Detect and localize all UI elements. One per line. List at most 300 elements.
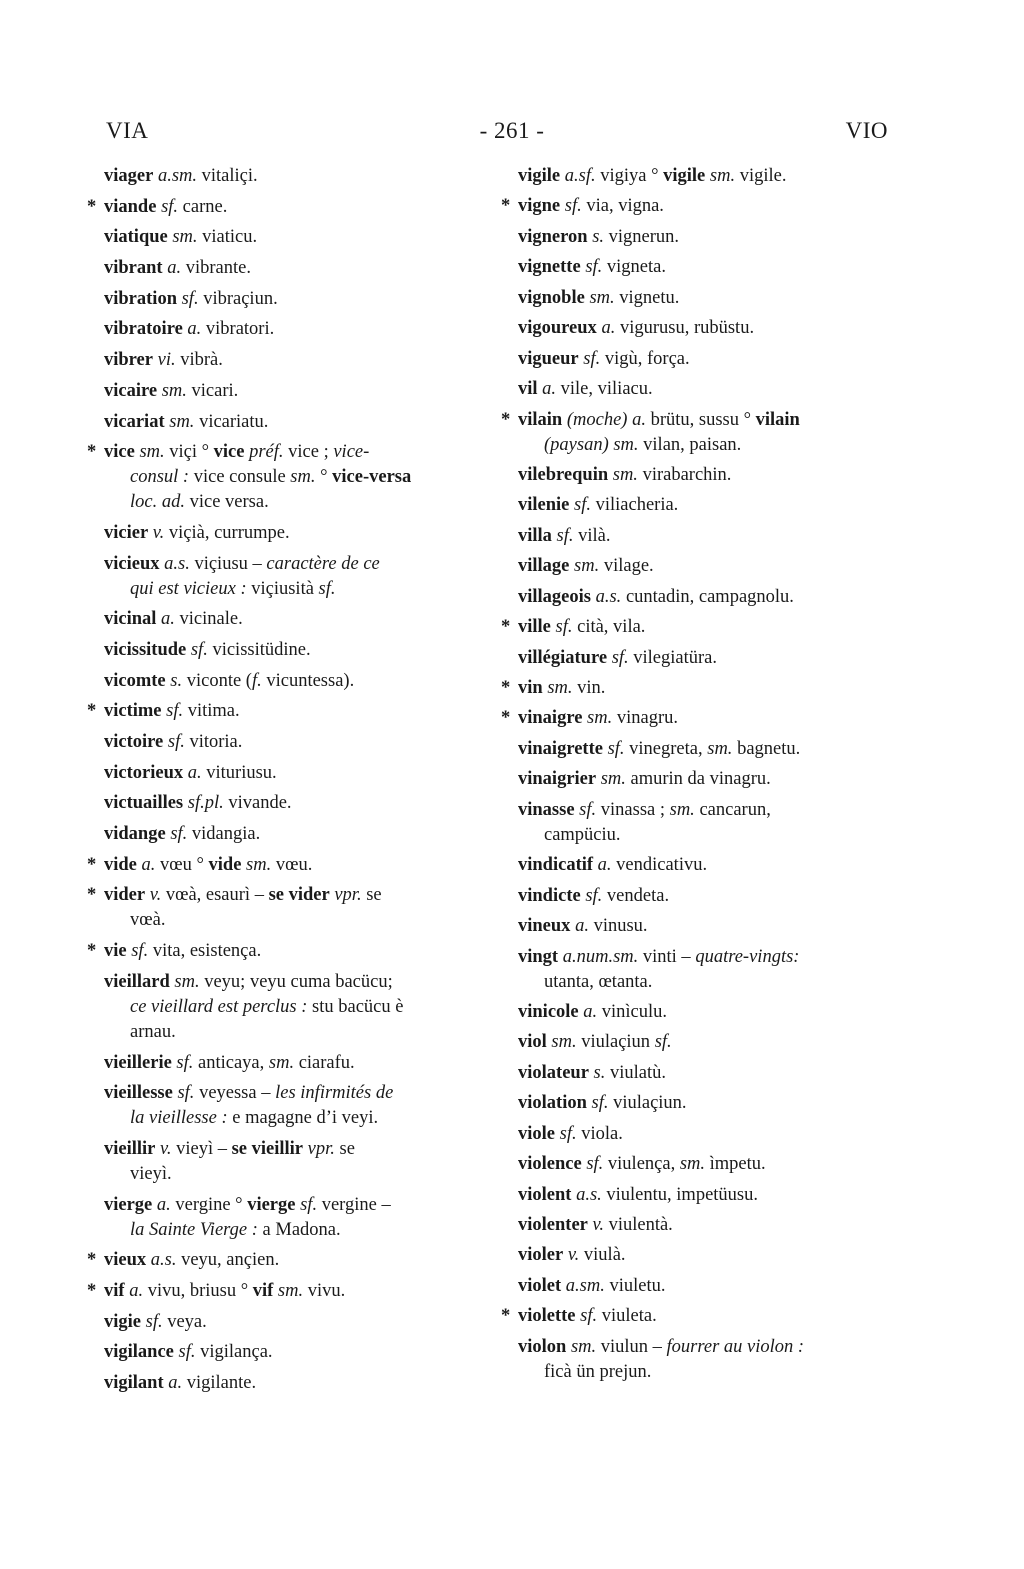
grammar-label: sf. [176,1052,194,1073]
dictionary-entry [518,225,892,250]
headword: vinicole [518,1001,579,1022]
grammar-label: a. [168,1373,183,1393]
definition-text: carne. [178,196,228,217]
definition-text: bagnetu. [732,738,801,759]
definition-text: viconte ( [182,670,252,691]
dictionary-entry [104,348,478,373]
entry-first-line [518,524,892,549]
definition-text: vinusu. [588,916,648,937]
grammar-label: sm. [669,799,695,820]
definition-text: vigile. [735,166,787,186]
dictionary-entry [104,607,478,632]
dictionary-entry [518,767,892,792]
headword: vingt [518,946,559,967]
grammar-label: a.s. [150,1250,177,1271]
dictionary-entry [104,1081,478,1131]
headword: vie [104,941,127,962]
entry-first-line [518,255,892,280]
definition-text: veyessa – [194,1083,276,1104]
definition-text: se [361,885,382,906]
grammar-label: v. [149,885,162,906]
dictionary-entry [518,286,892,311]
grammar-label: quatre-vingts: [695,946,800,967]
dictionary-entry [518,554,892,579]
definition-text: vicinale. [174,609,243,630]
dictionary-entry [104,1371,478,1396]
entry-first-line [104,348,478,373]
entry-first-line [104,225,478,250]
entry-first-line [518,1030,892,1055]
grammar-label: sm. [600,769,626,790]
definition-text: vice ; [283,442,334,463]
left-column [87,164,478,1402]
definition-text: vœà, esaurì – [161,885,269,906]
definition-text: vigù, força. [600,348,690,369]
definition-text: vicari. [186,380,239,401]
entry-first-line [104,552,478,577]
entry-first-line [104,1137,478,1162]
entry-first-line [518,706,892,731]
definition-text: vivu, briusu ° [143,1280,253,1301]
dictionary-entry [104,822,478,847]
grammar-label: a.s. [164,553,190,574]
entry-first-line [518,1213,892,1238]
grammar-label: vpr. [334,885,362,906]
headword: victorieux [104,762,184,783]
dictionary-entry [518,945,892,995]
dictionary-entry [87,195,478,220]
definition-text: vitima. [183,701,240,722]
headword: victime [104,701,162,722]
definition-text: vinagru. [612,708,678,729]
dictionary-entry [518,1335,892,1385]
grammar-label: sm. [547,678,573,698]
definition-text: vibrà. [175,350,223,371]
dictionary-entry [104,761,478,786]
grammar-label: a. [542,379,557,400]
grammar-label: a. [597,855,612,876]
dictionary-entry [518,1000,892,1025]
grammar-label: a.sf. [564,166,596,186]
grammar-label: sm. [161,380,187,401]
entry-first-line [104,1193,478,1218]
entry-first-line [518,798,892,823]
grammar-label: sf. [167,732,185,752]
asterisk-marker: * [87,941,97,962]
definition-text: vitaliçi. [197,166,258,186]
asterisk-marker: * [87,442,97,463]
headword: viande [104,196,157,217]
asterisk-marker: * [87,1250,97,1271]
definition-text: vilegiatüra. [628,647,718,668]
asterisk-marker: * [501,409,511,430]
grammar-label: a. [601,318,616,339]
definition-text: vita, esistença. [148,941,262,962]
asterisk-marker: * [501,708,511,729]
entry-first-line [518,767,892,792]
dictionary-entry [87,440,478,515]
entry-first-line [104,440,478,465]
entry-first-line [104,379,478,404]
headword: vigile [663,166,706,186]
entry-first-line [518,1304,892,1329]
definition-text: vergine – [317,1194,391,1215]
grammar-label: sf. [166,701,184,722]
entry-continuation-line [104,995,478,1020]
grammar-label: sm. [174,971,200,992]
grammar-label: s. [593,1062,606,1083]
grammar-label: v. [592,1215,604,1235]
grammar-label: s. [170,670,183,691]
dictionary-entry [518,1122,892,1147]
headword: vider [104,885,146,906]
definition-text: viulun – [596,1336,667,1357]
definition-text: vituriusu. [201,762,277,783]
headword: vierge [247,1194,296,1215]
entry-first-line [104,287,478,312]
grammar-label: la vieillesse : [130,1108,228,1129]
definition-text: vendeta. [602,885,670,906]
grammar-label: a. [575,916,589,937]
headword: vignoble [518,287,585,308]
definition-text: ficà ün prejun. [544,1361,652,1382]
entry-first-line [518,493,892,518]
headword: villageois [518,586,591,607]
grammar-label: préf. [249,442,284,463]
definition-text: vivande. [223,793,292,814]
dictionary-entry [501,706,892,731]
definition-text: e magagne d’i veyi. [227,1108,379,1129]
definition-text: vinassa ; [596,799,670,820]
grammar-label: sf. [131,941,149,962]
dictionary-entry [518,316,892,341]
grammar-label: v. [160,1138,172,1159]
grammar-label: loc. ad. [130,492,185,513]
entry-first-line [518,164,892,189]
headword: victuailles [104,793,184,814]
headword: vicissitude [104,639,187,660]
grammar-label: f. [251,670,262,691]
grammar-label: a. [156,1194,171,1215]
grammar-label: a.s. [576,1184,602,1205]
entry-first-line [104,1371,478,1396]
entry-first-line [104,761,478,786]
dictionary-entry [518,884,892,909]
definition-text: viçià, currumpe. [164,522,290,543]
entry-first-line [518,286,892,311]
grammar-label: sf. [559,1123,577,1144]
dictionary-entry [518,737,892,762]
definition-text: vœà. [130,910,166,931]
headword: se vieillir [231,1138,304,1159]
dictionary-entry [87,853,478,878]
headword: violet [518,1275,562,1296]
dictionary-entry [518,1061,892,1086]
entry-first-line [518,194,892,219]
definition-text: amurin da vinagru. [625,769,771,790]
entry-continuation-line [104,1218,478,1243]
dictionary-entry [104,225,478,250]
entry-first-line [518,1335,892,1360]
definition-text: viola. [576,1123,623,1144]
headword: vignette [518,257,581,278]
definition-text: vigneta. [602,257,666,278]
definition-text: se [334,1138,355,1159]
asterisk-marker: * [501,196,511,217]
grammar-label: a. [583,1001,598,1022]
asterisk-marker: * [87,854,97,875]
headword: vibrant [104,258,163,279]
grammar-label: a. [187,319,202,340]
headword: violateur [518,1062,589,1083]
definition-text: cancarun, [694,799,771,820]
definition-text: vigilança. [195,1342,273,1363]
definition-text: viaticu. [197,227,258,248]
dictionary-entry [104,730,478,755]
grammar-label: sf. [145,1311,163,1332]
grammar-label: a.sm. [157,166,197,186]
headword: vinaigrier [518,769,597,790]
headword: villa [518,525,552,546]
entry-first-line [518,1183,892,1208]
entry-first-line [104,1310,478,1335]
dictionary-entry [518,585,892,610]
grammar-label: les infirmités de [275,1083,394,1104]
headword: village [518,556,570,577]
grammar-label: s. [592,226,605,247]
asterisk-marker: * [501,678,511,698]
headword: vibratoire [104,319,183,340]
entry-continuation-line [104,577,478,602]
definition-text: vibraçiun. [198,288,278,309]
dictionary-entry [518,1213,892,1238]
dictionary-entry [87,883,478,933]
grammar-label: a.sm. [565,1275,605,1296]
definition-text: cità, vila. [572,617,646,638]
definition-text: vilà. [573,525,611,546]
entry-first-line [104,822,478,847]
definition-text: vigilante. [182,1373,257,1393]
grammar-label: sf. [607,738,625,759]
entry-continuation-line [518,970,892,995]
headword: vigie [104,1311,141,1332]
entry-first-line [104,939,478,964]
dictionary-entry [501,194,892,219]
headword: vineux [518,916,571,937]
definition-text: viulaçiun [576,1032,655,1053]
dictionary-entry [87,699,478,724]
definition-text: viçiusità [246,578,319,599]
dictionary-entry [518,493,892,518]
headword: violon [518,1336,567,1357]
dictionary-entry [104,1193,478,1243]
dictionary-entry [518,1091,892,1116]
dictionary-entry [518,164,892,189]
grammar-label: sm. [709,166,736,186]
entry-first-line [518,853,892,878]
grammar-label: sf. [586,1154,604,1175]
entry-first-line [518,1274,892,1299]
entry-first-line [104,730,478,755]
asterisk-marker: * [87,885,97,906]
definition-text: vieyì – [171,1138,232,1159]
entry-first-line [518,377,892,402]
definition-text: viuleta. [597,1306,657,1327]
definition-text: vitoria. [184,732,243,752]
dictionary-entry [518,524,892,549]
entry-continuation-line [518,433,892,458]
dictionary-entry [104,256,478,281]
headword: vigneron [518,226,588,247]
entry-first-line [518,1061,892,1086]
grammar-label: a. [141,854,156,875]
dictionary-entry [104,970,478,1045]
headword: viatique [104,227,168,248]
headword: vicinal [104,609,157,630]
headword: vinaigre [518,708,583,729]
grammar-label: sm. [679,1154,706,1175]
definition-text: vigiya ° [595,166,664,186]
entry-first-line [104,521,478,546]
headword: vinasse [518,799,575,820]
grammar-label: sf. [585,885,603,906]
dictionary-entry [518,1030,892,1055]
headword: vibration [104,288,177,309]
headword: viol [518,1032,547,1053]
headword: vif [252,1280,274,1301]
grammar-label: sm. [246,854,272,875]
grammar-label: sf. [170,824,188,845]
entry-first-line [518,676,892,701]
definition-text: vignetu. [614,287,680,308]
definition-text: vinti – [638,946,696,967]
grammar-label: sm. [574,556,600,577]
grammar-label: v. [567,1245,580,1266]
grammar-label: vi. [157,350,176,371]
grammar-label: sf. [611,647,629,668]
headword: vigile [518,166,561,186]
entry-continuation-line [104,465,478,490]
headword: violenter [518,1215,588,1235]
grammar-label: sm. [589,287,615,308]
entry-first-line [518,1000,892,1025]
definition-text: vicuntessa). [261,670,355,691]
definition-text: vilan, paisan. [638,434,742,455]
definition-text: vinegreta, [624,738,708,759]
entry-first-line [518,945,892,970]
grammar-label: la Sainte Vierge : [130,1219,258,1240]
headword: vilebrequin [518,464,609,485]
definition-text: vice consule [189,467,291,488]
grammar-label: a.s. [595,586,622,607]
definition-text: vignerun. [604,226,680,247]
entry-first-line [104,164,478,189]
grammar-label: sf. [190,639,208,660]
grammar-label: sf.pl. [187,793,224,814]
grammar-label: sf. [300,1194,318,1215]
grammar-label: (paysan) sm. [544,434,639,455]
entry-first-line [518,1122,892,1147]
headword: violation [518,1093,587,1114]
asterisk-marker: * [87,196,97,217]
entry-first-line [104,883,478,908]
dictionary-entry [518,1152,892,1177]
definition-text: veyu; veyu cuma bacücu; [199,971,393,992]
dictionary-entry [518,377,892,402]
dictionary-entry [518,347,892,372]
headword: vinaigrette [518,738,603,759]
entry-first-line [518,914,892,939]
grammar-label: caractère de ce [266,553,380,574]
definition-text: ciarafu. [294,1052,355,1073]
entry-first-line [518,884,892,909]
definition-text: a Madona. [257,1219,341,1240]
entry-first-line [518,1091,892,1116]
headword: vif [104,1280,125,1301]
dictionary-entry [518,463,892,488]
grammar-label: fourrer au violon : [666,1336,805,1357]
headword: vicaire [104,380,158,401]
grammar-label: consul : [130,467,190,488]
grammar-label: a. [129,1280,144,1301]
definition-text: vigurusu, rubüstu. [615,318,755,339]
asterisk-marker: * [87,701,97,722]
definition-text: ° [315,467,333,488]
grammar-label: sf. [579,799,597,820]
definition-text: vicissitüdine. [207,639,311,660]
entry-first-line [518,585,892,610]
headword: vigne [518,196,561,217]
entry-first-line [104,317,478,342]
definition-text: brütu, sussu ° [645,409,756,430]
definition-text: viulà. [579,1245,626,1266]
grammar-label: sm. [612,464,638,485]
grammar-label: a. [187,762,202,783]
dictionary-entry [104,410,478,435]
grammar-label: sf. [654,1032,672,1053]
dictionary-entry [104,1051,478,1076]
headword: vice [213,442,245,463]
entry-continuation-line [104,1162,478,1187]
headword: vindicatif [518,855,594,876]
grammar-label: sf. [318,578,336,599]
dictionary-entry [518,1274,892,1299]
dictionary-entry [104,791,478,816]
headword: violette [518,1306,576,1327]
entry-continuation-line [104,908,478,933]
definition-text: vieyì. [130,1163,172,1184]
grammar-label: sf. [555,617,573,638]
running-head-left: VIA [106,118,149,143]
grammar-label: vpr. [307,1138,335,1159]
entry-first-line [104,410,478,435]
headword: vigoureux [518,318,597,339]
definition-text: viuletu. [604,1275,666,1296]
entry-first-line [518,347,892,372]
grammar-label: sm. [172,227,198,248]
entry-first-line [104,1279,478,1304]
entry-first-line [104,699,478,724]
dictionary-entry [518,1243,892,1268]
definition-text: viulentu, impetüusu. [601,1184,758,1205]
grammar-label: sm. [139,442,165,463]
running-head-right: VIO [845,118,888,143]
entry-first-line [104,970,478,995]
grammar-label: sm. [169,411,195,432]
headword: vieux [104,1250,147,1271]
definition-text: viliacheria. [590,495,679,516]
definition-text: viulaçiun. [608,1093,687,1114]
